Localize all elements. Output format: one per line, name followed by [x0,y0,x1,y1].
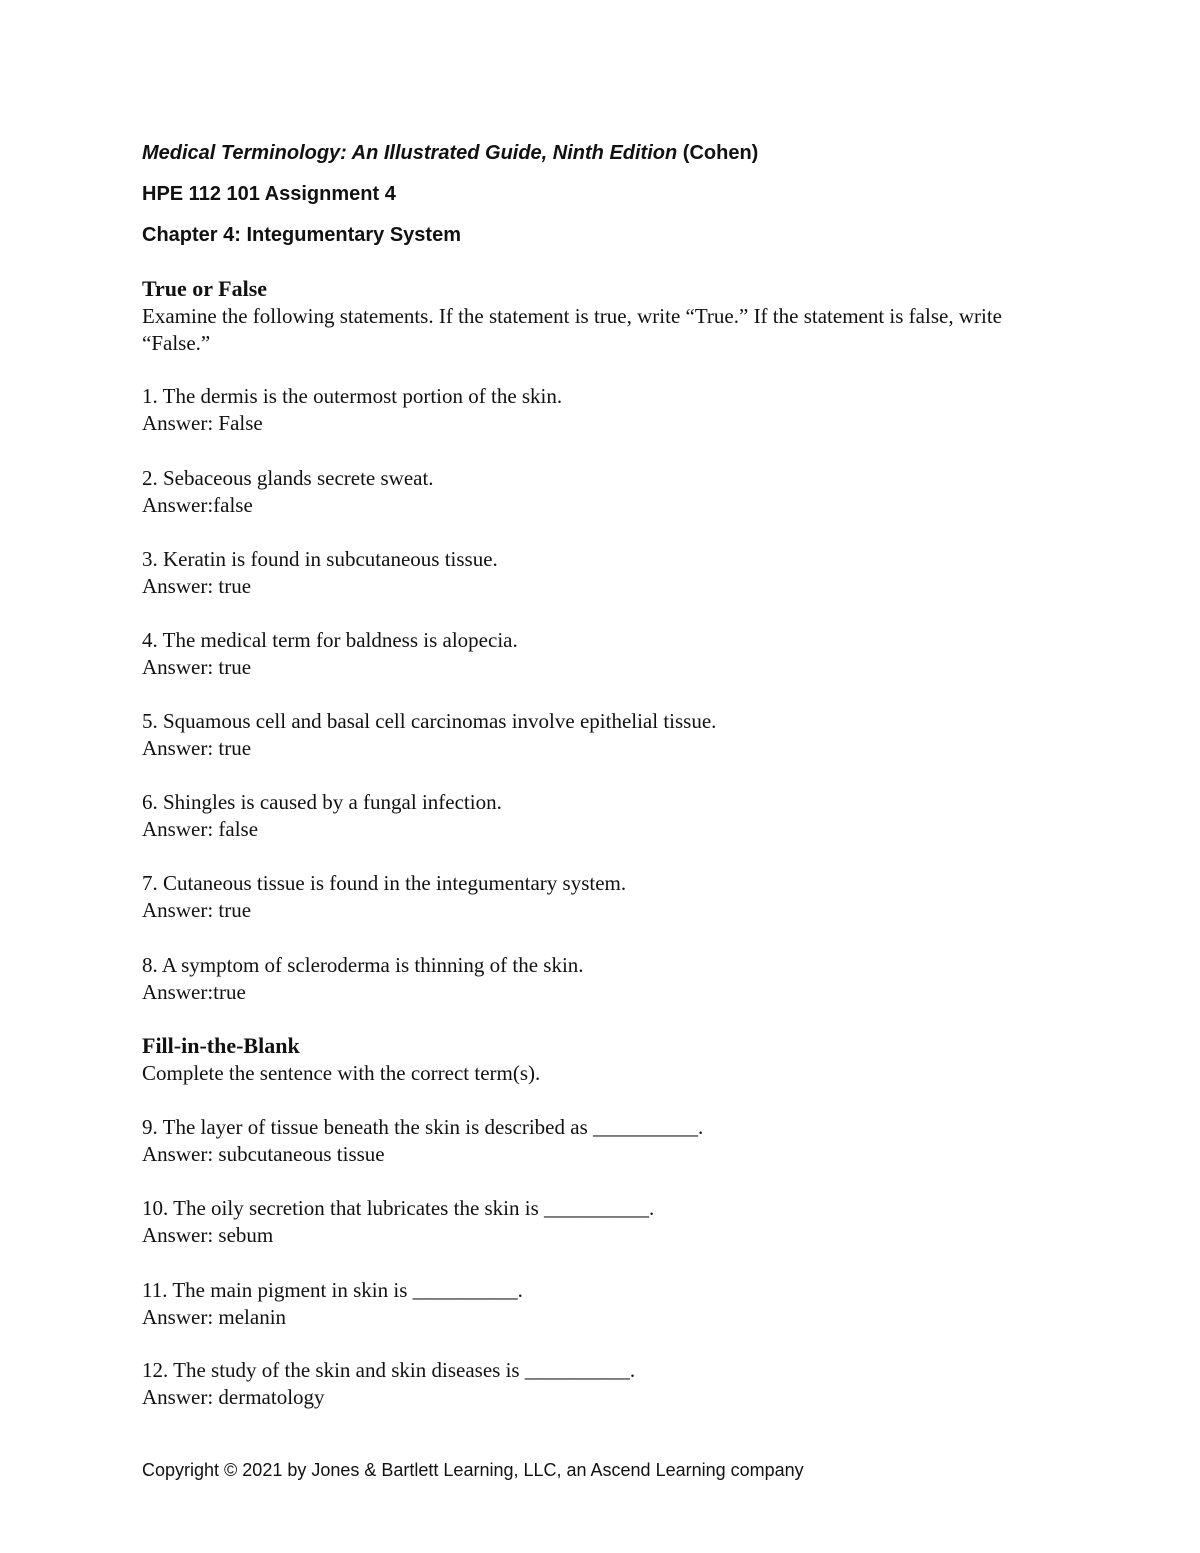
question-text: 7. Cutaneous tissue is found in the integumentary system. [142,871,627,895]
question-text: 10. The oily secretion that lubricates the skin is __________. [142,1196,655,1220]
question-item [142,1357,1092,1411]
answer-text: Answer:false [142,493,253,517]
question-item [142,708,1092,762]
question-text: 9. The layer of tissue beneath the skin is described as __________. [142,1115,704,1139]
question-text: 11. The main pigment in skin is __________. [142,1278,523,1302]
answer-text: Answer: dermatology [142,1385,325,1409]
question-item [142,870,1092,924]
section-heading-fill-blank: Fill-in-the-Blank [142,1033,300,1058]
question-item [142,1195,1092,1249]
answer-text: Answer: true [142,574,252,598]
section-instructions-fill-blank: Complete the sentence with the correct term(s). [142,1061,541,1085]
section-instructions-true-false: Examine the following statements. If the statement is true, write “True.” If the statement is false, write “False.” [142,304,1002,355]
copyright-footer: Copyright © 2021 by Jones & Bartlett Learning, LLC, an Ascend Learning company [142,1460,804,1480]
answer-text: Answer: false [142,817,259,841]
answer-text: Answer: False [142,411,263,435]
answer-text: Answer:true [142,980,246,1004]
question-item [142,465,1092,519]
question-item [142,789,1092,843]
chapter-title: Chapter 4: Integumentary System [142,224,461,246]
question-text: 1. The dermis is the outermost portion of the skin. [142,384,563,408]
question-item [142,1114,1092,1168]
answer-text: Answer: sebum [142,1223,274,1247]
question-text: 12. The study of the skin and skin diseases is __________. [142,1358,636,1382]
question-item [142,383,1092,437]
answer-text: Answer: true [142,655,252,679]
question-item [142,546,1092,600]
question-item [142,627,1092,681]
book-author: (Cohen) [682,142,759,164]
question-item [142,1277,1092,1331]
question-text: 2. Sebaceous glands secrete sweat. [142,466,434,490]
answer-text: Answer: true [142,898,252,922]
assignment-title: HPE 112 101 Assignment 4 [142,183,396,205]
book-title-italic: Medical Terminology: An Illustrated Guide, Ninth Edition [142,142,678,164]
question-text: 6. Shingles is caused by a fungal infection. [142,790,502,814]
question-text: 4. The medical term for baldness is alopecia. [142,628,518,652]
book-title [142,142,758,165]
question-item [142,952,1092,1006]
answer-text: Answer: subcutaneous tissue [142,1142,385,1166]
answer-text: Answer: melanin [142,1305,287,1329]
section-heading-true-false: True or False [142,276,268,301]
question-text: 5. Squamous cell and basal cell carcinomas involve epithelial tissue. [142,709,717,733]
question-text: 8. A symptom of scleroderma is thinning of the skin. [142,953,584,977]
question-text: 3. Keratin is found in subcutaneous tissue. [142,547,498,571]
answer-text: Answer: true [142,736,252,760]
